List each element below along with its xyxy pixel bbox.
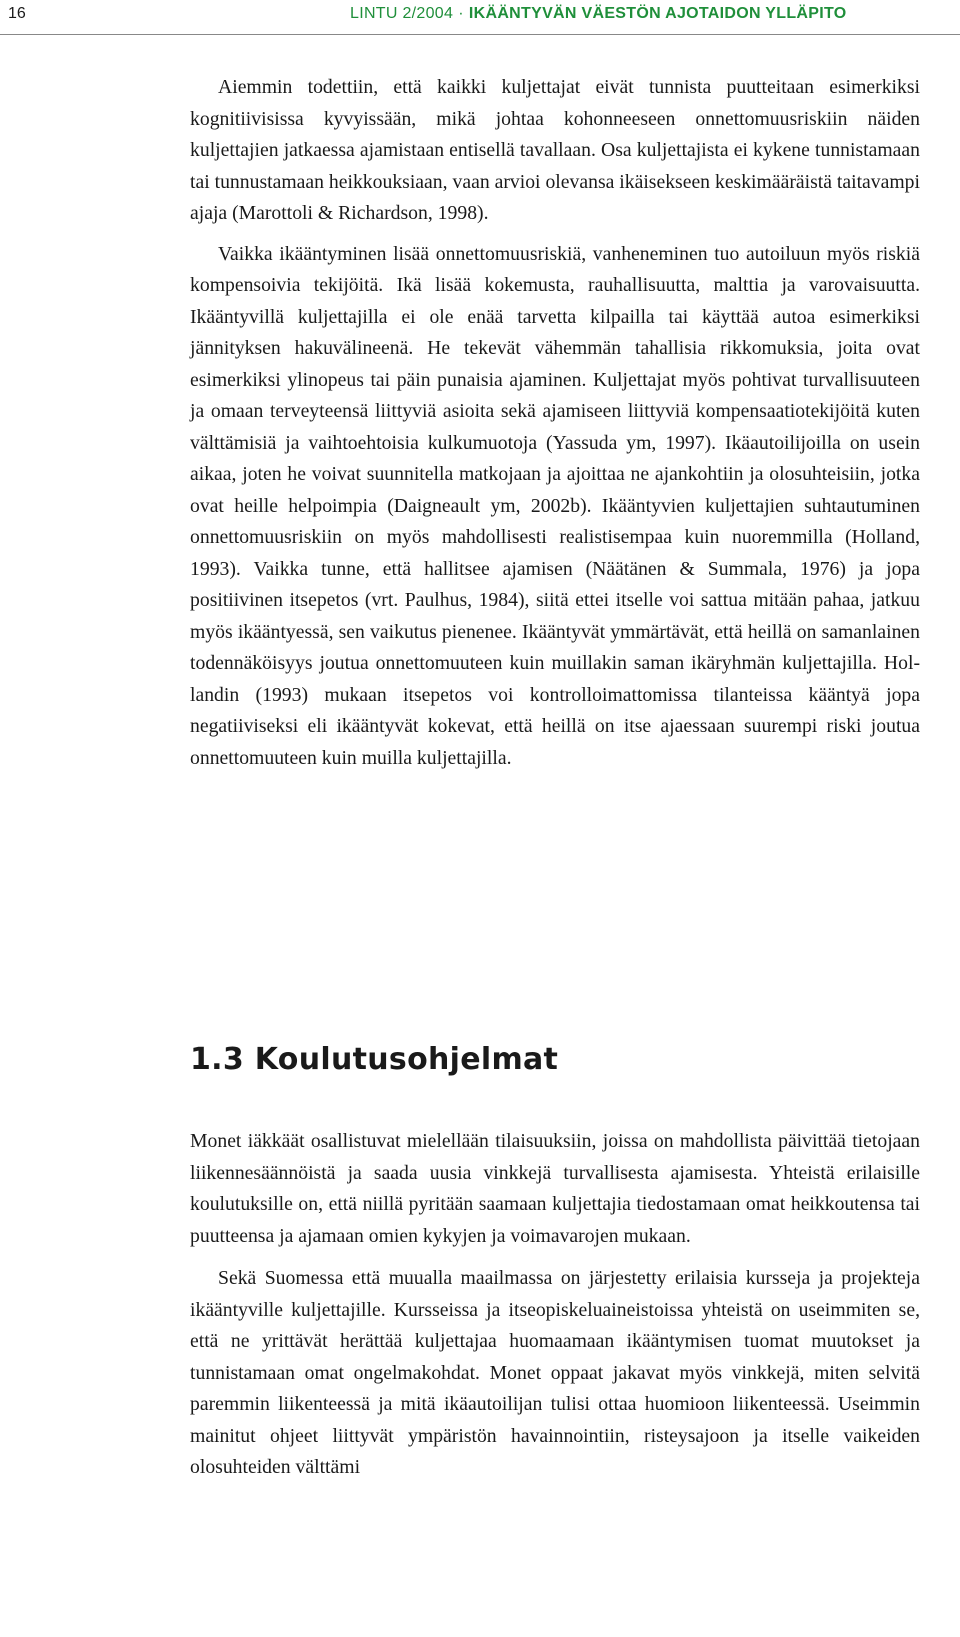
paragraph: Aiemmin todettiin, että kaikki kuljettajat eivät tunnista puutteitaan esimerkiksi kognitiivisissa kyvyissään, mikä johtaa kohonneeseen onnettomuusriskiin näiden kuljettajien jatkaessa ajamistaan entisellä tavallaan. Osa kuljettajista ei kykene tunnistamaan tai tunnustamaan heikkouksiaan, vaan arvioi olevansa ikäisekseen keskimääräistä taitavampi ajaja (Marottoli & Richardson, 1998). — [190, 76, 920, 224]
page-header — [0, 0, 960, 35]
section-heading: 1.3 Koulutusohjelmat — [190, 1042, 559, 1077]
journal-issue: LINTU 2/2004 — [350, 5, 454, 22]
paragraph: Monet iäkkäät osallistuvat mielellään tilaisuuksiin, joissa on mahdollista päivittää tietojaan liikennesäännöistä ja saada uusia vinkkejä turvallisesta ajamisesta. Yhteistä erilaisille koulutuksille on, että niillä pyritään saamaan kuljettajia tiedostamaan omat heikkoutensa tai puutteensa ja ajamaan omien kykyjen ja voimavarojen mukaan. — [190, 1130, 920, 1247]
page-number: 16 — [8, 5, 26, 22]
header-separator: · — [458, 5, 464, 22]
running-head — [350, 5, 847, 23]
paragraph: Sekä Suomessa että muualla maailmassa on järjestetty erilaisia kursseja ja projekteja ikääntyville kuljettajille. Kursseissa ja itseopiskeluaineistoissa yhteistä on useimmiten se, että ne yrittävät herättää kuljettajaa huomaamaan ikääntymisen tuomat muutokset ja tunnistamaan omat ongelmakohdat. Monet oppaat jakavat myös vinkkejä, miten selvitä paremmin liikenteessä ja mitä ikäautoilijan tulisi ottaa huomioon liikenteessä. Useimmin mainitut ohjeet liittyvät ympäristön havainnointiin, risteysajoon ja itselle vaikeiden olosuhteiden välttämi — [190, 1267, 920, 1478]
section-body-top — [190, 72, 920, 774]
paragraph: Vaikka ikääntyminen lisää onnettomuusriskiä, vanheneminen tuo autoiluun myös riskiä kompensoivia tekijöitä. Ikä lisää kokemusta, rauhallisuutta, malttia ja varovaisuutta. Ikääntyvillä kuljettajilla ei ole enää tarvetta kilpailla tai käyttää autoa esimerkiksi jännityksen hakuvälineenä. He tekevät vähemmän tahallisia rikkomuksia, joita ovat esimerkiksi ylinopeus tai päin punaisia ajaminen. Kuljettajat myös pohtivat turvallisuuteen ja omaan terveyteensä liittyviä asioita sekä ajamiseen liittyviä kompensaatiotekijöitä kuten välttämisiä ja vaihtoehtoisia kulkumuotoja (Yassuda ym, 1997). Ikäautoilijoilla on usein aikaa, joten he voivat suunnitella matkojaan ja ajoittaa ne ajankohtiin ja olosuhteisiin, jotka ovat heille helpoimpia (Daigneault ym, 2002b). Ikääntyvien kuljettajien suhtautuminen onnettomuusriskiin on myös mahdollisesti realistisempaa kuin nuoremmilla (Holland, 1993). Vaikka tunne, että hallitsee ajamisen (Näätänen & Summala, 1976) ja jopa positiivinen itsepetos (vrt. Paulhus, 1984), siitä ettei itselle voi sattua mitään pahaa, jatkuu myös ikääntyessä, sen vaikutus pienenee. Ikääntyvät ymmärtävät, että heillä on samanlainen todennäköisyys joutua onnettomuuteen kuin muillakin saman ikäryhmän kuljettajilla. Hollandin (1993) mukaan itsepetos voi kontrolloimattomissa tilanteissa kääntyä jopa negatiiviseksi eli ikääntyvät kokevat, että heillä on itse ajaessaan suurempi riski joutua onnettomuuteen kuin muilla kuljettajilla. — [190, 242, 920, 769]
running-head-topic: IKÄÄNTYVÄN VÄESTÖN AJOTAIDON YLLÄPITO — [468, 5, 847, 22]
section-body-bottom — [190, 1126, 920, 1484]
